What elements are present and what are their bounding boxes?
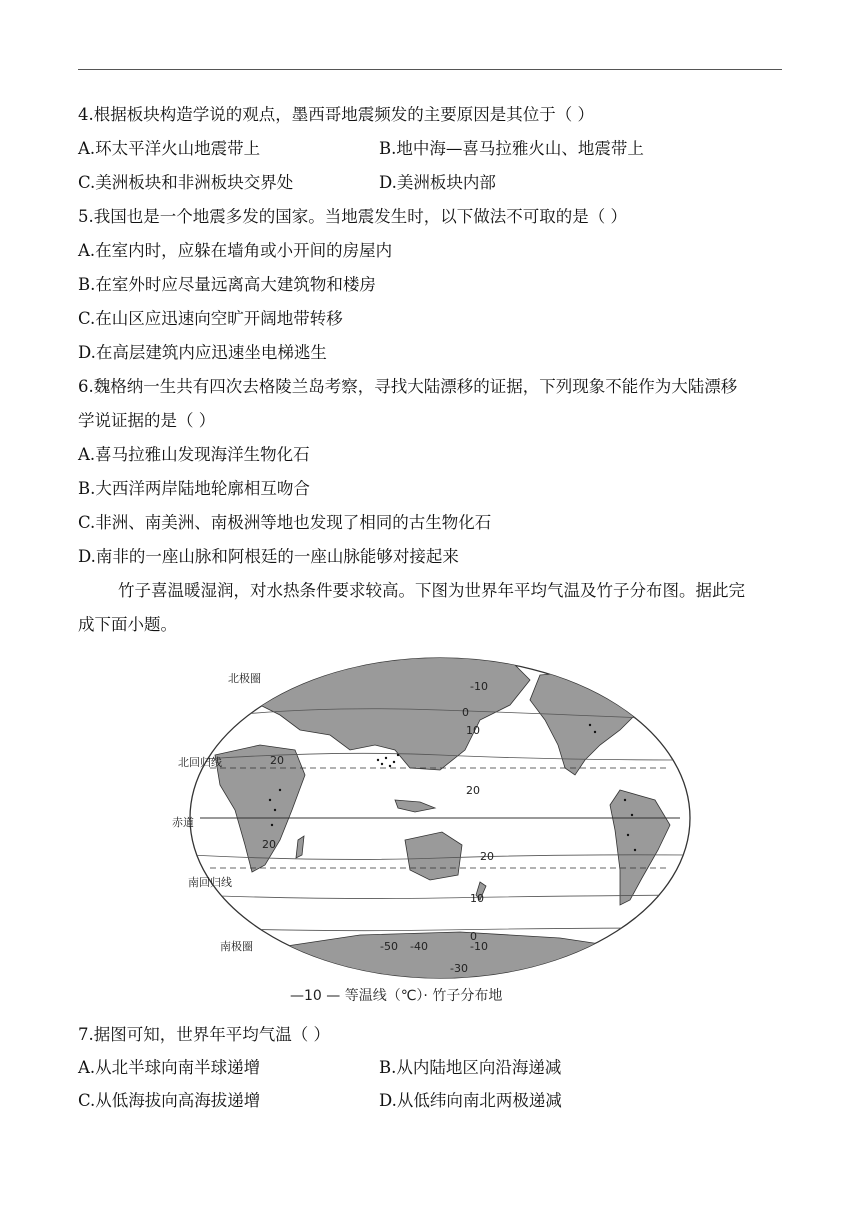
bamboo-dot	[634, 849, 636, 851]
bamboo-dot	[269, 799, 271, 801]
island-greenland	[635, 662, 685, 695]
bamboo-dot	[279, 789, 281, 791]
label-tropic-capricorn: 南回归线	[188, 876, 232, 889]
q7-option-c: C.从低海拔向高海拔递增	[78, 1091, 261, 1110]
q6-option-b: B.大西洋两岸陆地轮廓相互吻合	[78, 479, 310, 498]
q4-option-c: C.美洲板块和非洲板块交界处	[78, 173, 294, 192]
intro-line1: 竹子喜温暖湿润，对水热条件要求较高。下图为世界年平均气温及竹子分布图。据此完	[118, 581, 745, 600]
bamboo-dot	[385, 757, 387, 759]
q5-option-c: C.在山区应迅速向空旷开阔地带转移	[78, 309, 343, 328]
bamboo-dot	[271, 824, 273, 826]
isotherm-label: 20	[262, 838, 276, 851]
q7-stem: 7.据图可知，世界年平均气温（ ）	[78, 1025, 330, 1044]
q6-stem-line2: 学说证据的是（ ）	[78, 411, 216, 430]
bamboo-dot	[389, 765, 391, 767]
label-tropic-cancer: 北回归线	[178, 756, 222, 769]
isotherm-label: 20	[480, 850, 494, 863]
map-legend: —10 — 等温线（℃）· 竹子分布地	[290, 988, 503, 1004]
q6-option-d: D.南非的一座山脉和阿根廷的一座山脉能够对接起来	[78, 547, 459, 566]
q5-option-a: A.在室内时，应躲在墙角或小开间的房屋内	[78, 241, 393, 260]
isotherm-label: -40	[410, 940, 428, 953]
bamboo-dot	[631, 814, 633, 816]
bamboo-dot	[627, 834, 629, 836]
isotherm-label: 0	[470, 930, 477, 943]
label-arctic-circle: 北极圈	[228, 672, 261, 685]
header-rule	[78, 69, 782, 70]
bamboo-dot	[589, 724, 591, 726]
world-temperature-bamboo-map	[172, 650, 700, 1010]
q5-option-b: B.在室外时应尽量远离高大建筑物和楼房	[78, 275, 376, 294]
isotherm-label: -10	[470, 940, 488, 953]
bamboo-dot	[393, 761, 395, 763]
bamboo-dot	[397, 754, 399, 756]
label-equator: 赤道	[172, 816, 194, 829]
isotherm-label: 10	[466, 724, 480, 737]
isotherm-label: -30	[450, 962, 468, 975]
intro-line2: 成下面小题。	[78, 615, 177, 634]
q5-stem: 5.我国也是一个地震多发的国家。当地震发生时，以下做法不可取的是（ ）	[78, 207, 627, 226]
bamboo-dot	[594, 731, 596, 733]
bamboo-dot	[381, 763, 383, 765]
bamboo-dot	[624, 799, 626, 801]
q7-option-d: D.从低纬向南北两极递减	[379, 1091, 562, 1110]
isotherm-label: -50	[380, 940, 398, 953]
label-antarctic-circle: 南极圈	[220, 940, 253, 953]
map-svg	[172, 650, 700, 1010]
q4-option-d: D.美洲板块内部	[379, 173, 496, 192]
q4-stem: 4.根据板块构造学说的观点，墨西哥地震频发的主要原因是其位于（ ）	[78, 105, 594, 124]
isotherm-label: -10	[470, 680, 488, 693]
isotherm-label: 20	[270, 754, 284, 767]
q5-option-d: D.在高层建筑内应迅速坐电梯逃生	[78, 343, 327, 362]
q6-option-c: C.非洲、南美洲、南极洲等地也发现了相同的古生物化石	[78, 513, 492, 532]
q7-option-b: B.从内陆地区向沿海递减	[379, 1058, 562, 1077]
bamboo-dot	[274, 809, 276, 811]
isotherm-label: 10	[470, 892, 484, 905]
q7-option-a: A.从北半球向南半球递增	[78, 1058, 261, 1077]
isotherm-label: 20	[466, 784, 480, 797]
bamboo-dot	[377, 759, 379, 761]
q4-option-b: B.地中海—喜马拉雅火山、地震带上	[379, 139, 644, 158]
q6-option-a: A.喜马拉雅山发现海洋生物化石	[78, 445, 310, 464]
q6-stem-line1: 6.魏格纳一生共有四次去格陵兰岛考察，寻找大陆漂移的证据，下列现象不能作为大陆漂移	[78, 377, 738, 396]
q4-option-a: A.环太平洋火山地震带上	[78, 139, 261, 158]
isotherm-label: 0	[462, 706, 469, 719]
